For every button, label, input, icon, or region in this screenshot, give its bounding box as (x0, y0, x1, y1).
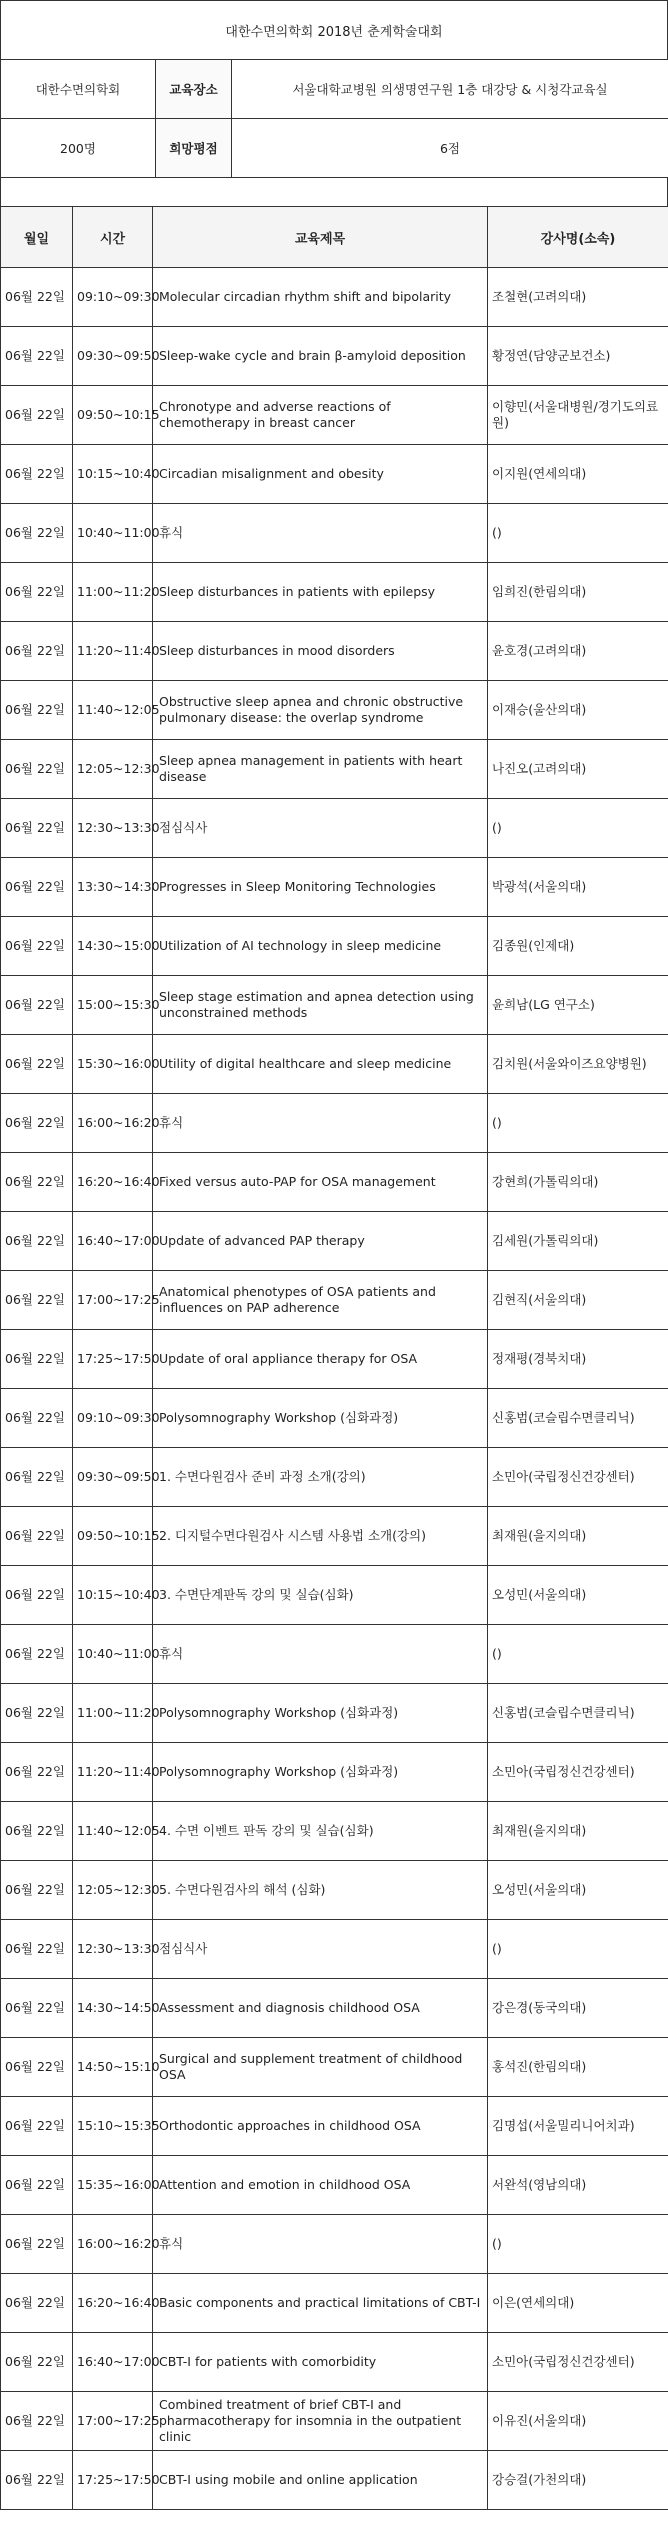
table-row (1, 2333, 668, 2392)
credits-label: 희망평점 (156, 119, 232, 178)
table-row (1, 2392, 668, 2451)
cell-date: 06월 22일 (1, 1448, 73, 1507)
cell-lecturer: 윤호경(고려의대) (488, 622, 668, 681)
table-row (1, 268, 668, 327)
cell-topic: 휴식 (153, 1094, 488, 1153)
table-row (1, 327, 668, 386)
cell-topic: Surgical and supplement treatment of childhood OSA (153, 2038, 488, 2097)
cell-topic: 3. 수면단계판독 강의 및 실습(심화) (153, 1566, 488, 1625)
table-row (1, 1566, 668, 1625)
schedule-body (1, 268, 668, 2510)
table-row (1, 858, 668, 917)
cell-topic: Polysomnography Workshop (심화과정) (153, 1684, 488, 1743)
cell-time: 14:30~14:50 (73, 1979, 153, 2038)
cell-time: 12:30~13:30 (73, 1920, 153, 1979)
cell-time: 12:30~13:30 (73, 799, 153, 858)
cell-date: 06월 22일 (1, 1035, 73, 1094)
cell-lecturer: 홍석진(한림의대) (488, 2038, 668, 2097)
table-row (1, 2274, 668, 2333)
cell-lecturer: 나진오(고려의대) (488, 740, 668, 799)
cell-topic: Assessment and diagnosis childhood OSA (153, 1979, 488, 2038)
cell-lecturer: () (488, 2215, 668, 2274)
cell-lecturer: 오성민(서울의대) (488, 1566, 668, 1625)
cell-date: 06월 22일 (1, 1389, 73, 1448)
table-row (1, 386, 668, 445)
cell-time: 11:40~12:05 (73, 681, 153, 740)
cell-topic: Polysomnography Workshop (심화과정) (153, 1743, 488, 1802)
cell-date: 06월 22일 (1, 2215, 73, 2274)
table-row (1, 1979, 668, 2038)
table-row (1, 1920, 668, 1979)
cell-date: 06월 22일 (1, 2097, 73, 2156)
cell-lecturer: 황정연(담양군보건소) (488, 327, 668, 386)
cell-lecturer: 강현희(가톨릭의대) (488, 1153, 668, 1212)
cell-time: 12:05~12:30 (73, 740, 153, 799)
table-row (1, 740, 668, 799)
table-row (1, 917, 668, 976)
cell-lecturer: 강승걸(가천의대) (488, 2451, 668, 2510)
cell-date: 06월 22일 (1, 1566, 73, 1625)
cell-date: 06월 22일 (1, 622, 73, 681)
cell-lecturer: 임희진(한림의대) (488, 563, 668, 622)
table-row (1, 681, 668, 740)
cell-time: 17:00~17:25 (73, 1271, 153, 1330)
cell-time: 14:30~15:00 (73, 917, 153, 976)
cell-topic: CBT-I for patients with comorbidity (153, 2333, 488, 2392)
info-row-credits (1, 119, 668, 178)
schedule-table (0, 206, 668, 2510)
cell-topic: 휴식 (153, 2215, 488, 2274)
cell-lecturer: 김치원(서울와이즈요양병원) (488, 1035, 668, 1094)
cell-topic: Sleep disturbances in mood disorders (153, 622, 488, 681)
cell-topic: Utilization of AI technology in sleep medicine (153, 917, 488, 976)
cell-time: 13:30~14:30 (73, 858, 153, 917)
cell-time: 12:05~12:30 (73, 1861, 153, 1920)
cell-date: 06월 22일 (1, 1212, 73, 1271)
cell-time: 11:20~11:40 (73, 1743, 153, 1802)
cell-date: 06월 22일 (1, 976, 73, 1035)
cell-topic: CBT-I using mobile and online application (153, 2451, 488, 2510)
cell-lecturer: () (488, 504, 668, 563)
cell-lecturer: () (488, 799, 668, 858)
cell-date: 06월 22일 (1, 858, 73, 917)
cell-time: 16:20~16:40 (73, 1153, 153, 1212)
cell-time: 09:10~09:30 (73, 268, 153, 327)
cell-topic: Basic components and practical limitations of CBT-I (153, 2274, 488, 2333)
cell-time: 09:30~09:50 (73, 1448, 153, 1507)
cell-lecturer: 이향민(서울대병원/경기도의료원) (488, 386, 668, 445)
cell-topic: Obstructive sleep apnea and chronic obstructive pulmonary disease: the overlap syndrome (153, 681, 488, 740)
cell-lecturer: 이은(연세의대) (488, 2274, 668, 2333)
table-row (1, 1507, 668, 1566)
cell-topic: 휴식 (153, 504, 488, 563)
table-row (1, 1330, 668, 1389)
table-row (1, 2215, 668, 2274)
cell-lecturer: 김현직(서울의대) (488, 1271, 668, 1330)
table-row (1, 1094, 668, 1153)
cell-date: 06월 22일 (1, 917, 73, 976)
cell-topic: 2. 디지털수면다원검사 시스템 사용법 소개(강의) (153, 1507, 488, 1566)
cell-lecturer: 최재원(을지의대) (488, 1802, 668, 1861)
cell-topic: Fixed versus auto-PAP for OSA management (153, 1153, 488, 1212)
cell-lecturer: 이유진(서울의대) (488, 2392, 668, 2451)
info-table (0, 59, 668, 178)
cell-lecturer: 최재원(을지의대) (488, 1507, 668, 1566)
table-row (1, 1802, 668, 1861)
cell-time: 16:40~17:00 (73, 2333, 153, 2392)
cell-topic: Sleep apnea management in patients with heart disease (153, 740, 488, 799)
cell-lecturer: 오성민(서울의대) (488, 1861, 668, 1920)
cell-date: 06월 22일 (1, 1153, 73, 1212)
schedule-header-row (1, 207, 668, 268)
table-row (1, 799, 668, 858)
cell-date: 06월 22일 (1, 1861, 73, 1920)
cell-date: 06월 22일 (1, 2333, 73, 2392)
table-row (1, 1448, 668, 1507)
cell-lecturer: 윤희남(LG 연구소) (488, 976, 668, 1035)
cell-time: 09:30~09:50 (73, 327, 153, 386)
cell-date: 06월 22일 (1, 2156, 73, 2215)
capacity-value: 200명 (1, 119, 156, 178)
cell-topic: Combined treatment of brief CBT-I and pharmacotherapy for insomnia in the outpatient clinic (153, 2392, 488, 2451)
cell-topic: Update of oral appliance therapy for OSA (153, 1330, 488, 1389)
cell-topic: Utility of digital healthcare and sleep medicine (153, 1035, 488, 1094)
cell-date: 06월 22일 (1, 1743, 73, 1802)
cell-time: 16:20~16:40 (73, 2274, 153, 2333)
cell-time: 10:15~10:40 (73, 1566, 153, 1625)
column-header-time: 시간 (73, 207, 153, 268)
cell-date: 06월 22일 (1, 799, 73, 858)
cell-time: 17:25~17:50 (73, 1330, 153, 1389)
table-row (1, 1035, 668, 1094)
cell-topic: Chronotype and adverse reactions of chemotherapy in breast cancer (153, 386, 488, 445)
cell-time: 11:40~12:05 (73, 1802, 153, 1861)
cell-time: 16:00~16:20 (73, 2215, 153, 2274)
cell-lecturer: () (488, 1920, 668, 1979)
table-row (1, 1861, 668, 1920)
cell-date: 06월 22일 (1, 1979, 73, 2038)
cell-time: 09:10~09:30 (73, 1389, 153, 1448)
cell-topic: 4. 수면 이벤트 판독 강의 및 실습(심화) (153, 1802, 488, 1861)
info-row-venue (1, 60, 668, 119)
cell-lecturer: 소민아(국립정신건강센터) (488, 2333, 668, 2392)
cell-lecturer: 조철현(고려의대) (488, 268, 668, 327)
cell-date: 06월 22일 (1, 1094, 73, 1153)
table-row (1, 1743, 668, 1802)
cell-topic: Orthodontic approaches in childhood OSA (153, 2097, 488, 2156)
cell-date: 06월 22일 (1, 504, 73, 563)
cell-time: 09:50~10:15 (73, 386, 153, 445)
venue-value: 서울대학교병원 의생명연구원 1층 대강당 & 시청각교육실 (232, 60, 668, 119)
cell-date: 06월 22일 (1, 327, 73, 386)
table-row (1, 1271, 668, 1330)
table-row (1, 504, 668, 563)
cell-date: 06월 22일 (1, 2038, 73, 2097)
table-row (1, 2156, 668, 2215)
cell-topic: 휴식 (153, 1625, 488, 1684)
cell-time: 14:50~15:10 (73, 2038, 153, 2097)
cell-date: 06월 22일 (1, 681, 73, 740)
table-row (1, 1153, 668, 1212)
cell-lecturer: 김명섭(서울밀리니어치과) (488, 2097, 668, 2156)
cell-time: 10:15~10:40 (73, 445, 153, 504)
cell-date: 06월 22일 (1, 563, 73, 622)
table-row (1, 2451, 668, 2510)
table-row (1, 445, 668, 504)
cell-topic: Molecular circadian rhythm shift and bipolarity (153, 268, 488, 327)
cell-topic: Sleep-wake cycle and brain β-amyloid deposition (153, 327, 488, 386)
cell-topic: 점심식사 (153, 799, 488, 858)
cell-topic: 5. 수면다원검사의 해석 (심화) (153, 1861, 488, 1920)
cell-topic: Anatomical phenotypes of OSA patients and influences on PAP adherence (153, 1271, 488, 1330)
cell-date: 06월 22일 (1, 268, 73, 327)
cell-date: 06월 22일 (1, 1271, 73, 1330)
cell-time: 11:00~11:20 (73, 1684, 153, 1743)
cell-lecturer: 강은경(동국의대) (488, 1979, 668, 2038)
cell-time: 09:50~10:15 (73, 1507, 153, 1566)
table-row (1, 1389, 668, 1448)
cell-lecturer: 신홍범(코슬립수면클리닉) (488, 1389, 668, 1448)
cell-lecturer: 박광석(서울의대) (488, 858, 668, 917)
cell-lecturer: 이재승(울산의대) (488, 681, 668, 740)
cell-time: 15:00~15:30 (73, 976, 153, 1035)
table-row (1, 2097, 668, 2156)
cell-time: 10:40~11:00 (73, 504, 153, 563)
table-row (1, 1684, 668, 1743)
cell-topic: Attention and emotion in childhood OSA (153, 2156, 488, 2215)
cell-time: 10:40~11:00 (73, 1625, 153, 1684)
cell-time: 15:30~16:00 (73, 1035, 153, 1094)
organizer-value: 대한수면의학회 (1, 60, 156, 119)
cell-date: 06월 22일 (1, 1802, 73, 1861)
cell-topic: Sleep disturbances in patients with epilepsy (153, 563, 488, 622)
cell-topic: 점심식사 (153, 1920, 488, 1979)
cell-date: 06월 22일 (1, 2392, 73, 2451)
cell-date: 06월 22일 (1, 1330, 73, 1389)
section-spacer (0, 178, 668, 206)
cell-date: 06월 22일 (1, 2451, 73, 2510)
cell-lecturer: 신홍범(코슬립수면클리닉) (488, 1684, 668, 1743)
column-header-topic: 교육제목 (153, 207, 488, 268)
cell-topic: Update of advanced PAP therapy (153, 1212, 488, 1271)
cell-time: 11:20~11:40 (73, 622, 153, 681)
cell-time: 17:25~17:50 (73, 2451, 153, 2510)
cell-lecturer: 서완석(영남의대) (488, 2156, 668, 2215)
cell-lecturer: () (488, 1094, 668, 1153)
cell-lecturer: 소민아(국립정신건강센터) (488, 1448, 668, 1507)
credits-value: 6점 (232, 119, 668, 178)
event-title: 대한수면의학회 2018년 춘계학술대회 (0, 0, 668, 59)
cell-date: 06월 22일 (1, 386, 73, 445)
venue-label: 교육장소 (156, 60, 232, 119)
cell-topic: Circadian misalignment and obesity (153, 445, 488, 504)
table-row (1, 976, 668, 1035)
cell-time: 15:10~15:35 (73, 2097, 153, 2156)
table-row (1, 1625, 668, 1684)
cell-lecturer: 소민아(국립정신건강센터) (488, 1743, 668, 1802)
cell-time: 16:00~16:20 (73, 1094, 153, 1153)
cell-topic: 1. 수면다원검사 준비 과정 소개(강의) (153, 1448, 488, 1507)
column-header-lecturer: 강사명(소속) (488, 207, 668, 268)
cell-date: 06월 22일 (1, 445, 73, 504)
cell-date: 06월 22일 (1, 1920, 73, 1979)
cell-time: 15:35~16:00 (73, 2156, 153, 2215)
cell-lecturer: 이지원(연세의대) (488, 445, 668, 504)
cell-time: 11:00~11:20 (73, 563, 153, 622)
cell-date: 06월 22일 (1, 740, 73, 799)
cell-date: 06월 22일 (1, 2274, 73, 2333)
cell-time: 16:40~17:00 (73, 1212, 153, 1271)
column-header-date: 월일 (1, 207, 73, 268)
cell-topic: Progresses in Sleep Monitoring Technologies (153, 858, 488, 917)
cell-lecturer: 김종원(인제대) (488, 917, 668, 976)
cell-lecturer: 김세원(가톨릭의대) (488, 1212, 668, 1271)
cell-time: 17:00~17:25 (73, 2392, 153, 2451)
cell-date: 06월 22일 (1, 1625, 73, 1684)
cell-lecturer: 정재평(경북치대) (488, 1330, 668, 1389)
cell-date: 06월 22일 (1, 1684, 73, 1743)
table-row (1, 563, 668, 622)
cell-lecturer: () (488, 1625, 668, 1684)
cell-topic: Sleep stage estimation and apnea detection using unconstrained methods (153, 976, 488, 1035)
table-row (1, 2038, 668, 2097)
cell-topic: Polysomnography Workshop (심화과정) (153, 1389, 488, 1448)
table-row (1, 1212, 668, 1271)
table-row (1, 622, 668, 681)
cell-date: 06월 22일 (1, 1507, 73, 1566)
